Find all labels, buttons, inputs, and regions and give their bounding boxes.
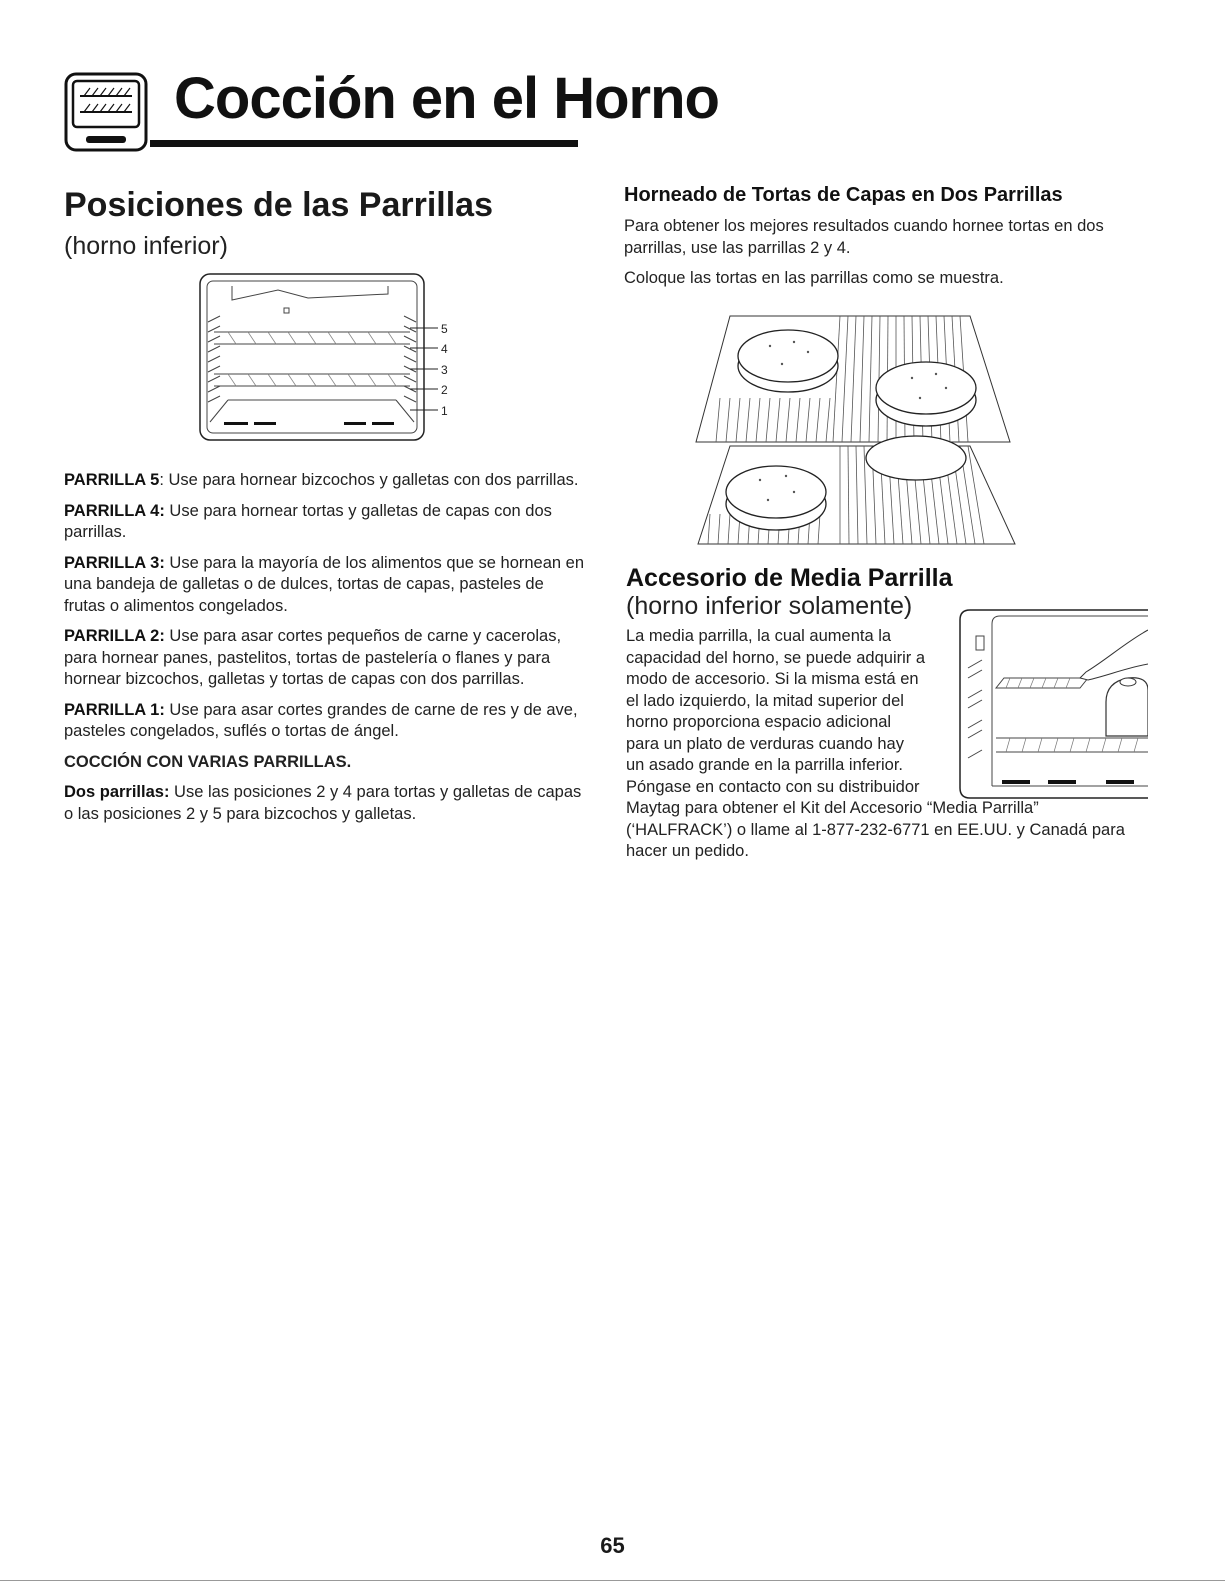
half-rack-heading: Accesorio de Media Parrilla bbox=[626, 564, 953, 592]
half-rack-line-7: un asado grande en la parrilla inferior. bbox=[626, 756, 904, 774]
rack-positions-heading: Posiciones de las Parrillas bbox=[64, 186, 494, 224]
rack-descriptions bbox=[64, 470, 584, 834]
rack-3-description bbox=[64, 553, 584, 618]
layer-cakes-para-2: Coloque las tortas en las parrillas como se muestra. bbox=[624, 269, 1004, 287]
half-rack-line-2: capacidad del horno, se puede adquirir a bbox=[626, 648, 926, 667]
oven-rack-positions-diagram bbox=[198, 272, 460, 444]
half-rack-text-full bbox=[626, 798, 1186, 863]
rack-5-description bbox=[64, 470, 584, 492]
rack-4-label: PARRILLA 4: bbox=[64, 501, 165, 520]
rack-number-3: 3 bbox=[441, 363, 448, 377]
two-racks-description bbox=[64, 782, 584, 825]
rack-2-text: Use para asar cortes pequeños de carne y cacerolas, para hornear panes, pastelitos, tortas de pastelería o flanes y para hornear bizcochos, galletas y tortas de capas con dos parrillas. bbox=[64, 627, 562, 688]
rack-1-label: PARRILLA 1: bbox=[64, 700, 165, 719]
half-rack-diagram bbox=[956, 606, 1148, 802]
half-rack-line-3: modo de accesorio. Si la misma está en bbox=[626, 670, 919, 688]
half-rack-line-5: horno proporciona espacio adicional bbox=[626, 713, 892, 731]
half-rack-line-8: Póngase en contacto con su distribuidor bbox=[626, 777, 920, 796]
two-racks-label: Dos parrillas: bbox=[64, 783, 170, 801]
half-rack-line-1: La media parrilla, la cual aumenta la bbox=[626, 627, 892, 645]
oven-icon bbox=[64, 72, 150, 154]
multi-rack-heading: COCCIÓN CON VARIAS PARRILLAS. bbox=[64, 752, 352, 771]
half-rack-line-4: el lado izquierdo, la mitad superior del bbox=[626, 691, 904, 710]
rack-2-label: PARRILLA 2: bbox=[64, 627, 165, 645]
rack-5-label: PARRILLA 5 bbox=[64, 471, 160, 489]
rack-2-description bbox=[64, 626, 584, 691]
rack-1-description bbox=[64, 700, 584, 743]
rack-5-text: : Use para hornear bizcochos y galletas con dos parrillas. bbox=[159, 471, 579, 489]
rack-3-text: Use para la mayoría de los alimentos que se hornean en una bandeja de galletas o de dulces, tortas de capas, pasteles de frutas o alimentos congelados. bbox=[64, 553, 585, 615]
half-rack-subheading: (horno inferior solamente) bbox=[626, 592, 913, 620]
rack-number-2: 2 bbox=[441, 383, 448, 397]
layer-cakes-heading: Horneado de Tortas de Capas en Dos Parrillas bbox=[624, 184, 1063, 206]
title-underline bbox=[150, 140, 578, 147]
rack-1-text: Use para asar cortes grandes de carne de res y de ave, pasteles congelados, suflés o tortas de ángel. bbox=[64, 700, 578, 740]
rack-4-description bbox=[64, 501, 584, 544]
two-racks-cakes-diagram bbox=[690, 308, 1030, 552]
two-racks-text: Use las posiciones 2 y 4 para tortas y galletas de capas o las posiciones 2 y 5 para bizcochos y galletas. bbox=[64, 783, 582, 823]
rack-3-label: PARRILLA 3: bbox=[64, 553, 165, 572]
half-rack-line-6: para un plato de verduras cuando hay bbox=[626, 734, 904, 753]
half-rack-line-9: Maytag para obtener el Kit del Accesorio “Media Parrilla” bbox=[626, 799, 1039, 817]
layer-cakes-para-1: Para obtener los mejores resultados cuando hornee tortas en dos parrillas, use las parrillas 2 y 4. bbox=[624, 217, 1104, 257]
bottom-divider bbox=[0, 1580, 1225, 1581]
half-rack-line-10: (‘HALFRACK’) o llame al 1-877-232-6771 en EE.UU. y Canadá para bbox=[626, 820, 1125, 839]
rack-number-5: 5 bbox=[441, 322, 448, 336]
rack-positions-subheading: (horno inferior) bbox=[64, 232, 228, 260]
page-number: 65 bbox=[600, 1533, 625, 1558]
rack-number-1: 1 bbox=[441, 404, 448, 418]
layer-cakes-text bbox=[624, 216, 1144, 299]
half-rack-line-11: hacer un pedido. bbox=[626, 842, 749, 860]
rack-number-4: 4 bbox=[441, 342, 448, 356]
rack-4-text: Use para hornear tortas y galletas de capas con dos parrillas. bbox=[64, 501, 552, 541]
half-rack-text bbox=[626, 626, 966, 798]
page-title: Cocción en el Horno bbox=[174, 66, 719, 131]
